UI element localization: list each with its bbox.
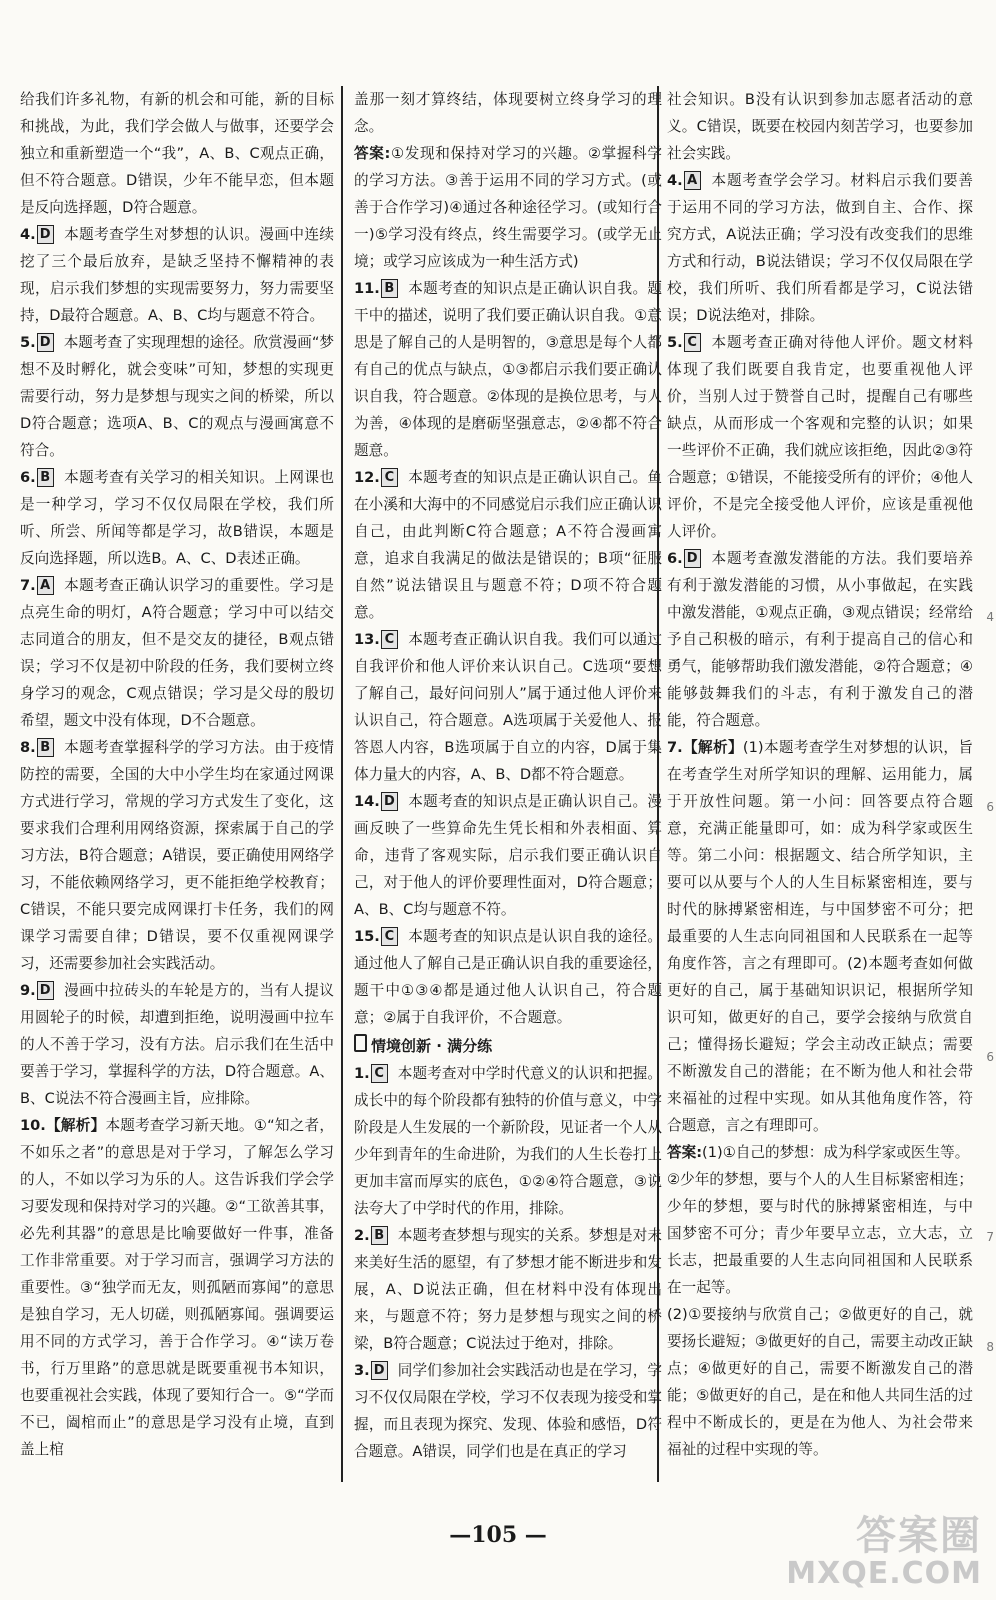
answer-choice-box: C <box>684 333 701 352</box>
question-number: 15. <box>354 928 380 945</box>
answer-choice-box: D <box>37 981 54 1000</box>
answer-item <box>354 1060 662 1222</box>
answer-item <box>667 329 973 545</box>
explanation-text: 本题考查正确认识学习的重要性。学习是点亮生命的明灯，A符合题意；学习中可以结交志同道合的朋友，但不是交友的捷径，B观点错误；学习不仅是初中阶段的任务，我们要树立终身学习的观念，C观点错误；学习是父母的殷切希望，题文中没有体现，D不合题意。 <box>20 577 334 729</box>
answer-item <box>20 464 334 572</box>
analysis-tag: 【解析】 <box>682 739 743 756</box>
answer-choice-box: D <box>37 333 54 352</box>
explanation-text: 漫画中拉砖头的车轮是方的，当有人提议用圆轮子的时候，却遭到拒绝，说明漫画中拉车的人不善于学习，没有方法。启示我们在生活中要善于学习，掌握科学的方法，D符合题意。A、B、C说法不符合漫画主旨，应排除。 <box>20 982 334 1107</box>
answer-choice-box: D <box>37 225 54 244</box>
column-3 <box>667 86 973 1482</box>
answer-choice-box: C <box>371 1064 388 1083</box>
watermark-url: MXQE.COM <box>786 1556 982 1591</box>
explanation-text: 本题考查学生对梦想的认识。漫画中连续挖了三个最后放弃，是缺乏坚持不懈精神的表现，启示我们梦想的实现需要努力，努力需要坚持，D最符合题意。A、B、C均与题意不符合。 <box>20 226 334 324</box>
answer-label: 答案: <box>354 145 391 162</box>
column-divider <box>341 86 343 1482</box>
edge-mark: 7 <box>986 1230 994 1244</box>
answer-choice-box: C <box>381 927 398 946</box>
question-number: 6. <box>20 469 36 486</box>
answer-choice-box: B <box>37 468 54 487</box>
question-number: 10. <box>20 1117 46 1134</box>
explanation-text: 本题考查的知识点是正确认识自己。鱼在小溪和大海中的不同感觉启示我们应正确认识自己，由此判断C符合题意；A不符合漫画寓意，追求自我满足的做法是错误的；B项“征服自然”说法错误且与题意不符；D项不符合题意。 <box>354 469 662 621</box>
explanation-text: 本题考查正确对待他人评价。题文材料体现了我们既要自我肯定，也要重视他人评价，当别人过于赞誉自己时，提醒自己有哪些缺点，从而形成一个客观和完整的认识；如果一些评价不正确，我们就应该拒绝，因此②③符合题意；①错误，不能接受所有的评价；④他人评价，不是完全接受他人评价，应该是重视他人评价。 <box>667 334 973 540</box>
question-number: 6. <box>667 550 683 567</box>
question-number: 8. <box>20 739 36 756</box>
question-number: 5. <box>667 334 683 351</box>
watermark-logo-text: 答案圈 <box>856 1513 982 1559</box>
explanation-text: 本题考查梦想与现实的关系。梦想是对未来美好生活的愿望，有了梦想才能不断进步和发展，A、D说法正确，但在材料中没有体现出来，与题意不符；努力是梦想与现实之间的桥梁，B符合题意；C说法过于绝对，排除。 <box>354 1227 662 1352</box>
section-heading <box>354 1033 662 1060</box>
answer-item <box>354 1357 662 1465</box>
answer-choice-box: B <box>371 1226 388 1245</box>
answer-item <box>20 977 334 1112</box>
answer-text <box>667 1166 973 1301</box>
explanation-text: (1)本题考查学生对梦想的认识，旨在考查学生对所学知识的理解、运用能力，属于开放性问题。第一小问：回答要点符合题意，充满正能量即可，如：成为科学家或医生等。第二小问：根据题文、结合所学知识，主要可以从要与个人的人生目标紧密相连，要与时代的脉搏紧密相连，与中国梦密不可分；把最重要的人生志向同祖国和人民联系在一起等角度作答，言之有理即可。(2)本题考查如何做更好的自己，属于基础知识识记，根据所学知识可知，做更好的自己，要学会接纳与欣赏自己；懂得扬长避短；学会主动改正缺点；需要不断激发自己的潜能；在不断为他人和社会带来福祉的过程中实现。如从其他角度作答，符合题意，言之有理即可。 <box>667 739 973 1134</box>
question-number: 7. <box>667 739 683 756</box>
answer-item <box>354 464 662 626</box>
explanation-text: 本题考查的知识点是正确认识自我。题干中的描述，说明了我们要正确认识自我。①意思是了解自己的人是明智的，③意思是每个人都有自己的优点与缺点，①③都启示我们要正确认识自我，符合题意。②体现的是换位思考，与人为善，④体现的是磨砺坚强意志，②④都不符合题意。 <box>354 280 662 459</box>
question-number: 9. <box>20 982 36 999</box>
answer-choice-box: C <box>381 630 398 649</box>
question-number: 4. <box>20 226 36 243</box>
answer-item <box>354 1222 662 1357</box>
answer-item <box>20 734 334 977</box>
answer-text <box>667 1301 973 1463</box>
answer-item <box>20 329 334 464</box>
answer-item <box>20 1112 334 1463</box>
explanation-text: ②少年的梦想，要与个人的人生目标紧密相连；少年的梦想，要与时代的脉搏紧密相连，与中国梦密不可分；青少年要早立志，立大志，立长志，把最重要的人生志向同祖国和人民联系在一起等。 <box>667 1171 973 1296</box>
explanation-text: 本题考查对中学时代意义的认识和把握。成长中的每个阶段都有独特的价值与意义，中学阶段是人生发展的一个新阶段，见证者一个人从少年到青年的生命进阶，为我们的人生长卷打上更加丰富而厚实的底色，①②④符合题意，③说法夸大了中学时代的作用，排除。 <box>354 1065 662 1217</box>
answer-item <box>354 626 662 788</box>
answer-item <box>354 923 662 1031</box>
question-number: 2. <box>354 1227 370 1244</box>
analysis-tag: 【解析】 <box>45 1117 106 1134</box>
explanation-text: 本题考查激发潜能的方法。我们要培养有利于激发潜能的习惯，从小事做起，在实践中激发潜能，①观点正确，③观点错误；经常给予自己积极的暗示，有利于提高自己的信心和勇气，能够帮助我们激发潜能，②符合题意；④能够鼓舞我们的斗志，有利于激发自己的潜能，符合题意。 <box>667 550 973 729</box>
page-number: —105 — <box>449 1522 547 1548</box>
explanation-text: 本题考查学习新天地。①“知之者，不如乐之者”的意思是对于学习，了解怎么学习的人，不如以学习为乐的人。这告诉我们学会学习要发现和保持对学习的兴趣。②“工欲善其事，必先利其器”的意思是比喻要做好一件事，准备工作非常重要。对于学习而言，强调学习方法的重要性。③“独学而无友，则孤陋而寡闻”的意思是独自学习，无人切磋，则孤陋寡闻。强调要运用不同的方式学习，善于合作学习。④“读万卷书，行万里路”的意思就是既要重视书本知识，也要重视社会实践，体现了要知行合一。⑤“学而不已，阖棺而止”的意思是学习没有止境，直到盖上棺 <box>20 1117 334 1458</box>
answer-choice-box: C <box>381 468 398 487</box>
answer-item <box>20 572 334 734</box>
explanation-text: 同学们参加社会实践活动也是在学习，学习不仅仅局限在学校，学习不仅表现为接受和掌握，而且表现为探究、发现、体验和感悟，D符合题意。A错误，同学们也是在真正的学习 <box>354 1362 662 1460</box>
answer-text <box>354 86 662 140</box>
answer-item <box>354 275 662 464</box>
explanation-text: 本题考查的知识点是正确认识自己。漫画反映了一些算命先生凭长相和外表相面、算命，违背了客观实际，启示我们要正确认识自己，对于他人的评价要理性面对，D符合题意；A、B、C均与题意不符。 <box>354 793 662 918</box>
answer-item <box>667 545 973 734</box>
answer-label: 答案: <box>667 1144 703 1161</box>
question-number: 7. <box>20 577 36 594</box>
question-number: 1. <box>354 1065 370 1082</box>
explanation-text: 本题考查掌握科学的学习方法。由于疫情防控的需要，全国的大中小学生均在家通过网课方式进行学习，常规的学习方式发生了变化，这要求我们合理利用网络资源，探索属于自己的学习方法，B符合题意；A错误，要正确使用网络学习，不能依赖网络学习，更不能拒绝学校教育；C错误，不能只要完成网课打卡任务，我们的网课学习需要自律；D错误，要不仅重视网课学习，还需要参加社会实践活动。 <box>20 739 334 972</box>
explanation-text: (2)①要接纳与欣赏自己；②做更好的自己，就要扬长避短；③做更好的自己，需要主动改正缺点；④做更好的自己，需要不断激发自己的潜能；⑤做更好的自己，是在和他人共同生活的过程中不断成长的，更是在为他人、为社会带来福祉的过程中实现的等。 <box>667 1306 973 1458</box>
edge-mark: 6 <box>986 800 994 814</box>
question-number: 14. <box>354 793 380 810</box>
answer-choice-box: D <box>371 1361 388 1380</box>
answer-text <box>667 86 973 167</box>
explanation-text: 本题考查有关学习的相关知识。上网课也是一种学习，学习不仅仅局限在学校，我们所听、所尝、所闻等都是学习，故B错误，本题是反向选择题，所以选B。A、C、D表述正确。 <box>20 469 334 567</box>
answer-choice-box: D <box>684 549 701 568</box>
answer-item <box>667 167 973 329</box>
answer-item <box>20 221 334 329</box>
explanation-text: 本题考查的知识点是认识自我的途径。通过他人了解自己是正确认识自我的重要途径，题干中①③④都是通过他人认识自己，符合题意；②属于自我评价，不合题意。 <box>354 928 662 1026</box>
question-number: 5. <box>20 334 36 351</box>
answer-item <box>667 734 973 1139</box>
explanation-text: 本题考查了实现理想的途径。欣赏漫画“梦想不及时孵化，就会变味”可知，梦想的实现更需要行动，努力是梦想与现实之间的桥梁，所以D符合题意；选项A、B、C的观点与漫画寓意不符合。 <box>20 334 334 459</box>
explanation-text: 给我们许多礼物，有新的机会和可能，新的目标和挑战，为此，我们学会做人与做事，还要学会独立和重新塑造一个“我”，A、B、C观点正确，但不符合题意。D错误，少年不能早恋，但本题是反向选择题，D符合题意。 <box>20 91 334 216</box>
question-number: 4. <box>667 172 683 189</box>
column-2 <box>354 86 662 1482</box>
column-divider <box>657 86 659 1482</box>
question-number: 13. <box>354 631 380 648</box>
column-1 <box>20 86 334 1482</box>
edge-mark: 8 <box>986 1340 994 1354</box>
answer-choice-box: A <box>37 576 54 595</box>
question-number: 11. <box>354 280 380 297</box>
question-number: 12. <box>354 469 380 486</box>
answer-choice-box: B <box>381 279 398 298</box>
edge-mark: 6 <box>986 1050 994 1064</box>
explanation-text: ①发现和保持对学习的兴趣。②掌握科学的学习方法。③善于运用不同的学习方式。(或善于合作学习)④通过各种途径学习。(或知行合一)⑤学习没有终点，终生需要学习。(或学无止境；或学习应该成为一种生活方式) <box>354 145 662 270</box>
answer-text <box>354 140 662 275</box>
watermark <box>782 1514 982 1594</box>
answer-choice-box: B <box>37 738 54 757</box>
answer-choice-box: A <box>684 171 701 190</box>
answer-item <box>354 788 662 923</box>
explanation-text: 社会知识。B没有认识到参加志愿者活动的意义。C错误，既要在校园内刻苦学习，也要参加社会实践。 <box>667 91 973 162</box>
section-title: 情境创新 · 满分练 <box>371 1037 493 1055</box>
edge-mark: 4 <box>986 610 994 624</box>
answer-text <box>667 1139 973 1166</box>
answer-text <box>20 86 334 221</box>
explanation-text: 本题考查正确认识自我。我们可以通过自我评价和他人评价来认识自己。C选项“要想了解自己，最好问问别人”属于通过他人评价来认识自己，符合题意。A选项属于关爱他人、报答恩人内容，B选项属于自立的内容，D属于集体力量大的内容，A、B、D都不符合题意。 <box>354 631 662 783</box>
answer-choice-box: D <box>381 792 398 811</box>
section-icon <box>354 1034 367 1052</box>
explanation-text: (1)①自己的梦想：成为科学家或医生等。 <box>702 1144 970 1161</box>
explanation-text: 本题考查学会学习。材料启示我们要善于运用不同的学习方法，做到自主、合作、探究方式，A说法正确；学习没有改变我们的思维方式和行动，B说法错误；学习不仅仅局限在学校，我们所听、我们所看都是学习，C说法错误；D说法绝对，排除。 <box>667 172 973 324</box>
question-number: 3. <box>354 1362 370 1379</box>
explanation-text: 盖那一刻才算终结，体现要树立终身学习的理念。 <box>354 91 662 135</box>
